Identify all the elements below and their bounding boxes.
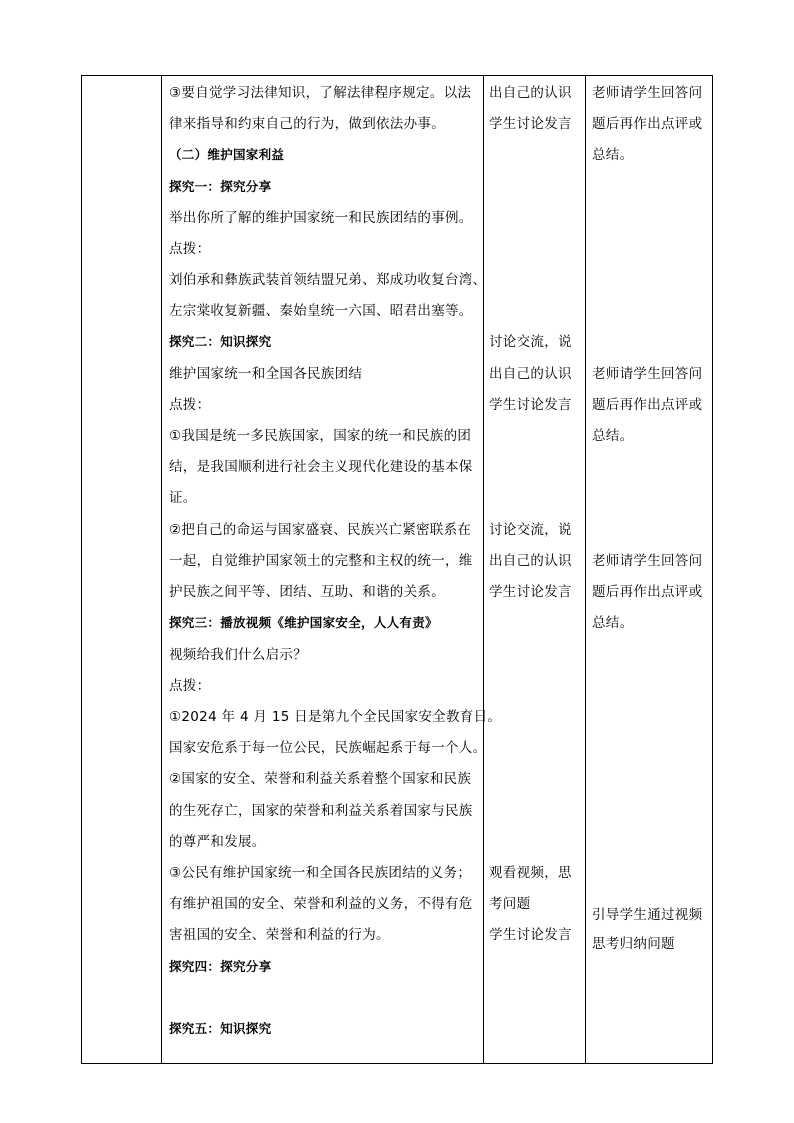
teacher-line: 思考归纳问题 xyxy=(592,936,675,952)
content-line: 维护国家统一和全国各民族团结 xyxy=(169,366,363,382)
content-line: 护民族之间平等、团结、互助、和谐的关系。 xyxy=(169,584,445,600)
student-line: 观看视频，思 xyxy=(489,865,572,881)
content-line: 的尊严和发展。 xyxy=(169,834,266,850)
teacher-line: 引导学生通过视频 xyxy=(592,907,703,923)
student-line: 出自己的认识 xyxy=(489,366,572,382)
teacher-line: 题后再作出点评或 xyxy=(592,397,703,413)
content-line: 证。 xyxy=(169,490,197,506)
inquiry-heading: 探究一：探究分享 xyxy=(169,179,272,194)
content-line: 点拨： xyxy=(169,678,211,694)
teacher-line: 老师请学生回答问 xyxy=(592,366,703,382)
teacher-line: 总结。 xyxy=(592,428,634,444)
inquiry-heading: 探究二：知识探究 xyxy=(169,334,272,349)
content-line: ①我国是统一多民族国家，国家的统一和民族的团 xyxy=(169,428,472,444)
content-line: 刘伯承和彝族武装首领结盟兄弟、郑成功收复台湾、 xyxy=(169,272,487,288)
content-line: ③要自觉学习法律知识，了解法律程序规定。以法 xyxy=(169,85,472,101)
inquiry-heading: 探究三：播放视频《维护国家安全，人人有责》 xyxy=(169,615,438,630)
teacher-line: 题后再作出点评或 xyxy=(592,116,703,132)
teacher-line: 题后再作出点评或 xyxy=(592,584,703,600)
inquiry-heading: 探究五：知识探究 xyxy=(169,1021,272,1036)
content-line: 点拨： xyxy=(169,397,211,413)
student-line: 学生讨论发言 xyxy=(489,116,572,132)
content-line: 的生死存亡，国家的荣誉和利益关系着国家与民族 xyxy=(169,803,473,819)
teacher-line: 老师请学生回答问 xyxy=(592,85,703,101)
content-line: 一起，自觉维护国家领土的完整和主权的统一，维 xyxy=(169,553,473,569)
content-line: ②把自己的命运与国家盛衰、民族兴亡紧密联系在 xyxy=(169,522,472,538)
content-line: 害祖国的安全、荣誉和利益的行为。 xyxy=(169,927,390,943)
content-line: ③公民有维护国家统一和全国各民族团结的义务； xyxy=(169,865,472,881)
column-divider xyxy=(161,76,162,1063)
content-line: 举出你所了解的维护国家统一和民族团结的事例。 xyxy=(169,210,473,226)
student-line: 讨论交流，说 xyxy=(489,522,572,538)
student-line: 学生讨论发言 xyxy=(489,397,572,413)
lesson-table xyxy=(81,75,713,1064)
content-line: 点拨： xyxy=(169,241,211,257)
column-divider xyxy=(585,76,586,1063)
student-line: 讨论交流，说 xyxy=(489,334,572,350)
teacher-line: 总结。 xyxy=(592,147,634,163)
teacher-line: 老师请学生回答问 xyxy=(592,553,703,569)
content-line: ②国家的安全、荣誉和利益关系着整个国家和民族 xyxy=(169,771,472,787)
content-line: 左宗棠收复新疆、秦始皇统一六国、昭君出塞等。 xyxy=(169,303,473,319)
column-divider xyxy=(483,76,484,1063)
content-line: 律来指导和约束自己的行为，做到依法办事。 xyxy=(169,116,445,132)
content-line: ①2024 年 4 月 15 日是第九个全民国家安全教育日。 xyxy=(169,709,502,725)
teacher-line: 总结。 xyxy=(592,615,634,631)
content-line: 有维护祖国的安全、荣誉和利益的义务，不得有危 xyxy=(169,896,473,912)
content-line: 结，是我国顺利进行社会主义现代化建设的基本保 xyxy=(169,459,473,475)
student-line: 出自己的认识 xyxy=(489,85,572,101)
section-heading: （二）维护国家利益 xyxy=(169,147,285,162)
student-line: 学生讨论发言 xyxy=(489,584,572,600)
student-line: 考问题 xyxy=(489,896,531,912)
student-line: 学生讨论发言 xyxy=(489,927,572,943)
content-line: 国家安危系于每一位公民，民族崛起系于每一个人。 xyxy=(169,740,487,756)
inquiry-heading: 探究四：探究分享 xyxy=(169,959,272,974)
content-line: 视频给我们什么启示？ xyxy=(169,647,307,663)
student-line: 出自己的认识 xyxy=(489,553,572,569)
